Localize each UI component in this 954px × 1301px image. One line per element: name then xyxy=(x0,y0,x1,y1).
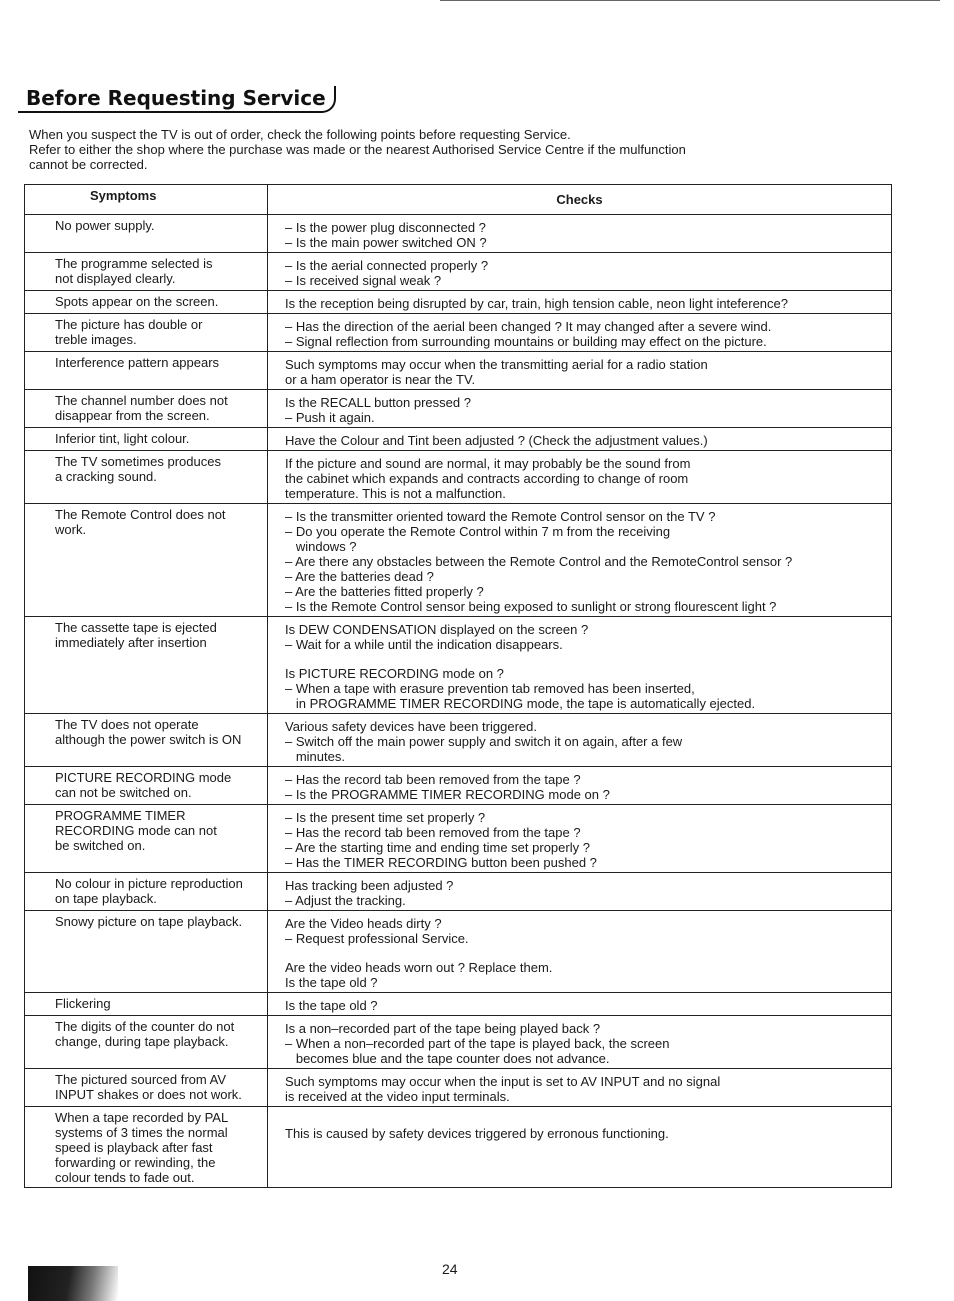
intro-paragraph xyxy=(29,127,829,172)
symptom-line: No power supply. xyxy=(55,218,155,233)
table-row xyxy=(25,504,892,617)
check-line: Has tracking been adjusted ? xyxy=(285,878,454,893)
symptom-cell xyxy=(25,767,268,805)
symptom-cell xyxy=(25,291,268,314)
checks-cell xyxy=(268,993,892,1016)
symptom-line: The Remote Control does not xyxy=(55,507,226,522)
top-edge-rule xyxy=(440,0,940,1)
check-line: – Is the main power switched ON ? xyxy=(285,235,487,250)
checks-header: Checks xyxy=(268,185,892,215)
symptom-line: Spots appear on the screen. xyxy=(55,294,219,309)
symptom-line: immediately after insertion xyxy=(55,635,207,650)
symptom-line: work. xyxy=(55,522,87,537)
check-line: Various safety devices have been triggered. xyxy=(285,719,537,734)
check-line: This is caused by safety devices triggered by erronous functioning. xyxy=(285,1126,669,1141)
symptom-line: speed is playback after fast xyxy=(55,1140,213,1155)
table-row xyxy=(25,352,892,390)
check-line: temperature. This is not a malfunction. xyxy=(285,486,506,501)
checks-cell xyxy=(268,428,892,451)
checks-cell xyxy=(268,253,892,291)
symptom-line: The picture has double or xyxy=(55,317,203,332)
check-line: Is DEW CONDENSATION displayed on the screen ? xyxy=(285,622,589,637)
check-line: Are the video heads worn out ? Replace them. xyxy=(285,960,553,975)
checks-cell xyxy=(268,314,892,352)
symptom-cell xyxy=(25,215,268,253)
table-row xyxy=(25,1069,892,1107)
check-line: – Are there any obstacles between the Remote Control and the RemoteControl sensor ? xyxy=(285,554,793,569)
symptom-line: treble images. xyxy=(55,332,137,347)
line-gap xyxy=(285,1112,885,1126)
symptom-cell xyxy=(25,873,268,911)
table-row xyxy=(25,805,892,873)
checks-cell xyxy=(268,1069,892,1107)
table-header-row xyxy=(25,185,892,215)
table-row xyxy=(25,767,892,805)
symptom-cell xyxy=(25,390,268,428)
check-line: – Is the aerial connected properly ? xyxy=(285,258,489,273)
table-row xyxy=(25,390,892,428)
checks-cell xyxy=(268,215,892,253)
troubleshooting-table xyxy=(24,184,892,1188)
symptom-line: INPUT shakes or does not work. xyxy=(55,1087,242,1102)
table-row xyxy=(25,451,892,504)
check-line: – Are the starting time and ending time set properly ? xyxy=(285,840,590,855)
check-line: – Is the PROGRAMME TIMER RECORDING mode on ? xyxy=(285,787,610,802)
check-line: – When a tape with erasure prevention tab removed has been inserted, xyxy=(285,681,695,696)
symptom-line: forwarding or rewinding, the xyxy=(55,1155,216,1170)
check-line: is received at the video input terminals. xyxy=(285,1089,510,1104)
page-number: 24 xyxy=(442,1261,458,1277)
check-line: – Is the Remote Control sensor being exposed to sunlight or strong flourescent light ? xyxy=(285,599,777,614)
check-line: – Has the record tab been removed from the tape ? xyxy=(285,825,581,840)
symptom-line: disappear from the screen. xyxy=(55,408,210,423)
check-line: – Has the direction of the aerial been changed ? It may changed after a severe wind. xyxy=(285,319,772,334)
check-line: – Has the record tab been removed from the tape ? xyxy=(285,772,581,787)
checks-cell xyxy=(268,291,892,314)
symptom-cell xyxy=(25,428,268,451)
checks-cell xyxy=(268,1016,892,1069)
symptom-line: The channel number does not xyxy=(55,393,228,408)
check-line: – Signal reflection from surrounding mountains or building may effect on the picture. xyxy=(285,334,767,349)
symptom-line: The digits of the counter do not xyxy=(55,1019,235,1034)
symptom-cell xyxy=(25,253,268,291)
check-line: Is the reception being disrupted by car, train, high tension cable, neon light inteference? xyxy=(285,296,788,311)
checks-cell xyxy=(268,767,892,805)
symptom-line: PICTURE RECORDING mode xyxy=(55,770,232,785)
checks-cell xyxy=(268,352,892,390)
checks-cell xyxy=(268,390,892,428)
checks-cell xyxy=(268,714,892,767)
check-line: the cabinet which expands and contracts according to change of room xyxy=(285,471,689,486)
line-gap xyxy=(285,652,885,666)
symptom-line: systems of 3 times the normal xyxy=(55,1125,228,1140)
table-row xyxy=(25,428,892,451)
table-body xyxy=(25,215,892,1188)
symptom-cell xyxy=(25,504,268,617)
table-row xyxy=(25,1016,892,1069)
symptom-cell xyxy=(25,314,268,352)
symptom-cell xyxy=(25,451,268,504)
table-row xyxy=(25,873,892,911)
scan-corner-mark xyxy=(28,1266,118,1301)
check-line: becomes blue and the tape counter does not advance. xyxy=(285,1051,610,1066)
symptom-line: No colour in picture reproduction xyxy=(55,876,243,891)
symptom-line: Interference pattern appears xyxy=(55,355,220,370)
symptom-line: not displayed clearly. xyxy=(55,271,176,286)
intro-line: Refer to either the shop where the purchase was made or the nearest Authorised Service Centre if the mulfunction xyxy=(29,142,686,157)
checks-cell xyxy=(268,805,892,873)
checks-cell xyxy=(268,911,892,993)
check-line: or a ham operator is near the TV. xyxy=(285,372,476,387)
symptom-line: a cracking sound. xyxy=(55,469,157,484)
symptom-line: colour tends to fade out. xyxy=(55,1170,195,1185)
check-line: in PROGRAMME TIMER RECORDING mode, the tape is automatically ejected. xyxy=(285,696,756,711)
symptom-line: be switched on. xyxy=(55,838,146,853)
symptom-line: The TV sometimes produces xyxy=(55,454,221,469)
symptom-cell xyxy=(25,1016,268,1069)
symptom-line: The cassette tape is ejected xyxy=(55,620,217,635)
table-row xyxy=(25,617,892,714)
symptom-cell xyxy=(25,911,268,993)
check-line: Is the RECALL button pressed ? xyxy=(285,395,471,410)
symptom-line: change, during tape playback. xyxy=(55,1034,229,1049)
check-line: Such symptoms may occur when the transmitting aerial for a radio station xyxy=(285,357,708,372)
check-line: – Is the transmitter oriented toward the Remote Control sensor on the TV ? xyxy=(285,509,716,524)
checks-cell xyxy=(268,873,892,911)
check-line: Is the tape old ? xyxy=(285,998,378,1013)
check-line: If the picture and sound are normal, it may probably be the sound from xyxy=(285,456,691,471)
symptom-line: Inferior tint, light colour. xyxy=(55,431,190,446)
check-line: – When a non–recorded part of the tape is played back, the screen xyxy=(285,1036,670,1051)
intro-line: When you suspect the TV is out of order, check the following points before requesting Service. xyxy=(29,127,571,142)
symptom-line: The programme selected is xyxy=(55,256,213,271)
check-line: Have the Colour and Tint been adjusted ? (Check the adjustment values.) xyxy=(285,433,708,448)
check-line: Such symptoms may occur when the input is set to AV INPUT and no signal xyxy=(285,1074,721,1089)
symptom-cell xyxy=(25,993,268,1016)
symptom-line: RECORDING mode can not xyxy=(55,823,217,838)
check-line: – Request professional Service. xyxy=(285,931,469,946)
checks-cell xyxy=(268,504,892,617)
table-row xyxy=(25,1107,892,1188)
symptom-cell xyxy=(25,805,268,873)
checks-cell xyxy=(268,1107,892,1188)
symptom-line: on tape playback. xyxy=(55,891,157,906)
check-line: – Do you operate the Remote Control within 7 m from the receiving xyxy=(285,524,671,539)
check-line: Is PICTURE RECORDING mode on ? xyxy=(285,666,504,681)
check-line: – Has the TIMER RECORDING button been pushed ? xyxy=(285,855,597,870)
symptom-cell xyxy=(25,352,268,390)
check-line: – Adjust the tracking. xyxy=(285,893,406,908)
table-row xyxy=(25,314,892,352)
symptom-cell xyxy=(25,1069,268,1107)
check-line: – Is the present time set properly ? xyxy=(285,810,486,825)
symptom-line: although the power switch is ON xyxy=(55,732,242,747)
line-gap xyxy=(285,946,885,960)
title-block xyxy=(18,86,336,113)
check-line: – Switch off the main power supply and switch it on again, after a few xyxy=(285,734,683,749)
symptoms-header: Symptoms xyxy=(25,185,268,215)
check-line: – Are the batteries dead ? xyxy=(285,569,434,584)
check-line: – Are the batteries fitted properly ? xyxy=(285,584,484,599)
check-line: minutes. xyxy=(285,749,345,764)
check-line: windows ? xyxy=(285,539,357,554)
symptom-line: can not be switched on. xyxy=(55,785,192,800)
symptom-cell xyxy=(25,714,268,767)
check-line: – Is received signal weak ? xyxy=(285,273,442,288)
check-line: – Is the power plug disconnected ? xyxy=(285,220,486,235)
symptom-line: Flickering xyxy=(55,996,111,1011)
table-row xyxy=(25,215,892,253)
check-line: Is a non–recorded part of the tape being played back ? xyxy=(285,1021,601,1036)
table-row xyxy=(25,253,892,291)
page-title: Before Requesting Service xyxy=(18,86,336,113)
table-row xyxy=(25,291,892,314)
table-row xyxy=(25,714,892,767)
symptom-cell xyxy=(25,1107,268,1188)
checks-cell xyxy=(268,451,892,504)
check-line: Is the tape old ? xyxy=(285,975,378,990)
checks-cell xyxy=(268,617,892,714)
symptom-cell xyxy=(25,617,268,714)
intro-line: cannot be corrected. xyxy=(29,157,148,172)
check-line: Are the Video heads dirty ? xyxy=(285,916,442,931)
check-line: – Wait for a while until the indication disappears. xyxy=(285,637,563,652)
table-row xyxy=(25,911,892,993)
symptom-line: Snowy picture on tape playback. xyxy=(55,914,243,929)
symptom-line: PROGRAMME TIMER xyxy=(55,808,186,823)
table-row xyxy=(25,993,892,1016)
symptom-line: The TV does not operate xyxy=(55,717,199,732)
check-line: – Push it again. xyxy=(285,410,375,425)
symptom-line: When a tape recorded by PAL xyxy=(55,1110,229,1125)
symptom-line: The pictured sourced from AV xyxy=(55,1072,227,1087)
